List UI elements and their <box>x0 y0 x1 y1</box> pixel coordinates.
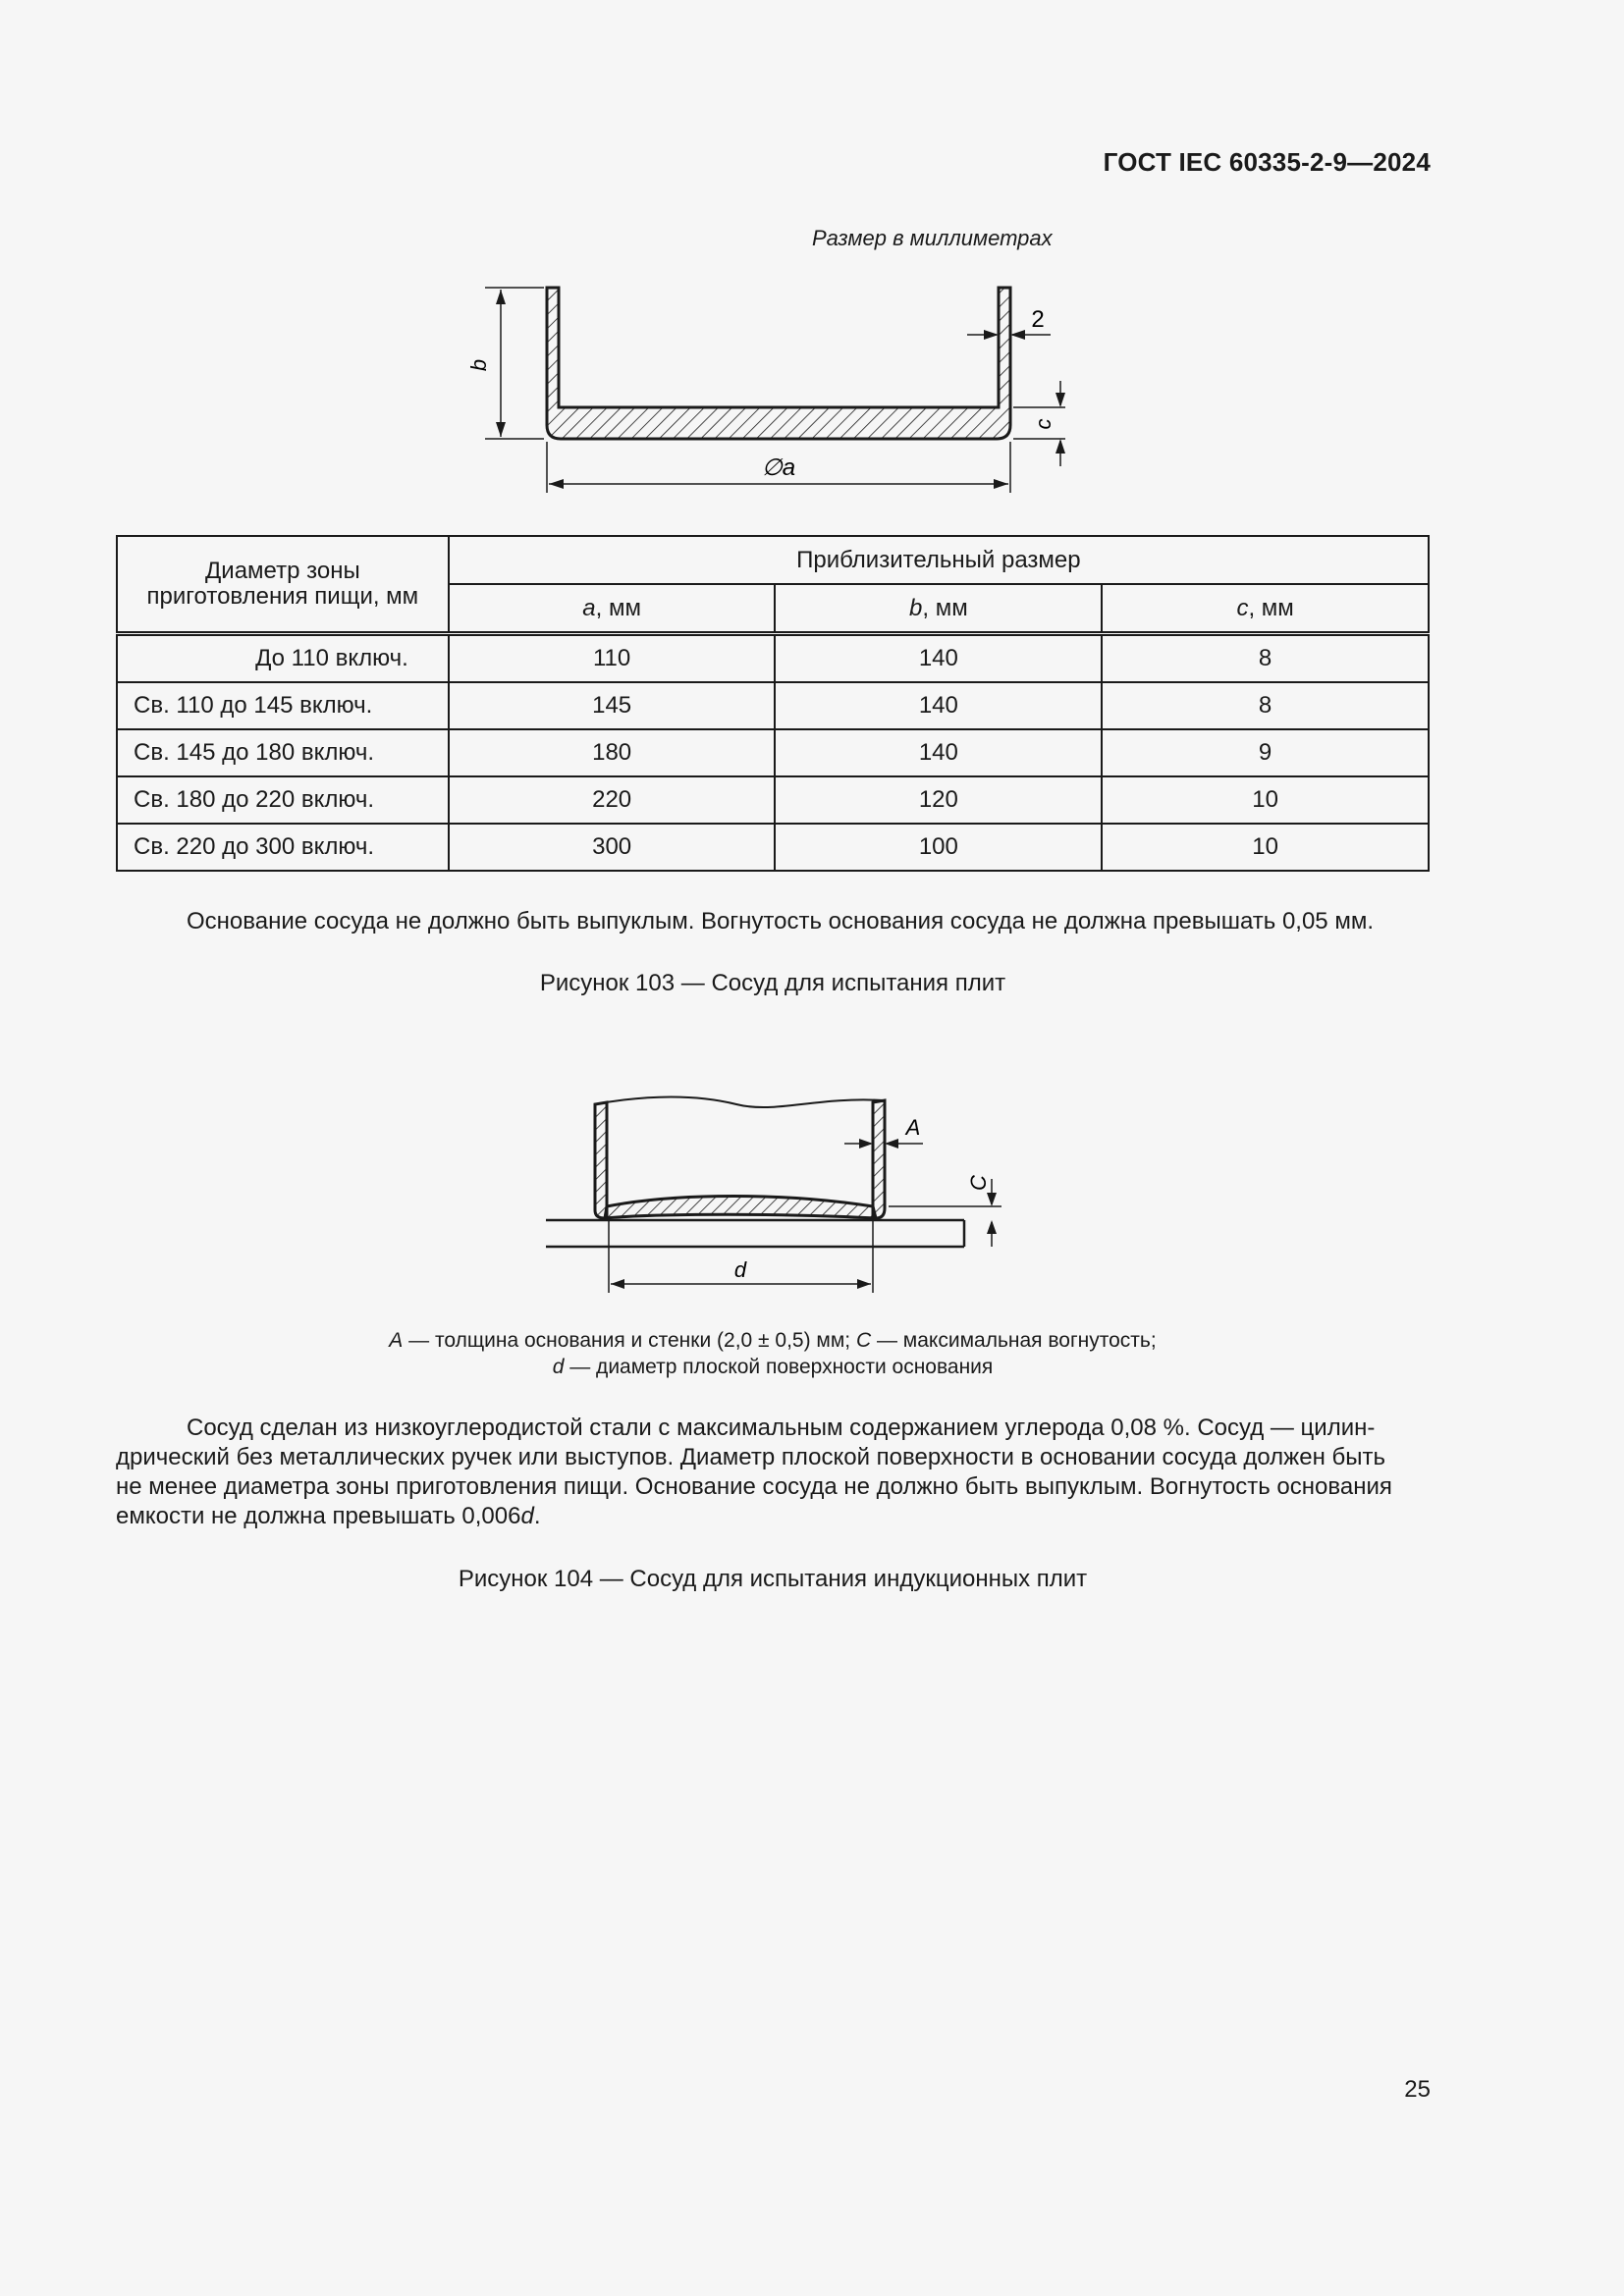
page-number: 25 <box>1404 2076 1431 2103</box>
dim-C-label: C <box>966 1175 991 1191</box>
col-zone-header-line1: Диаметр зоны <box>205 558 360 584</box>
body-104: Сосуд сделан из низкоуглеродистой стали с максимальным содержанием углерода 0,08 %. Сосуд — цилин- дрический без металлических ручек или выступов. Диаметр плоской поверхности в основании сосуда должен быть не менее диаметра зоны приготовления пищи. Основание сосуда не должно быть выпуклым. Вогнутость основания емкости не должна превышать 0,006d. <box>116 1415 1392 1529</box>
note-103: Основание сосуда не должно быть выпуклым. Вогнутость основания сосуда не должна превышать 0,05 мм. <box>187 908 1374 934</box>
col-b-header: b, мм <box>775 584 1102 634</box>
table-row: Св. 110 до 145 включ. 145 140 8 <box>117 682 1429 729</box>
caption-103: Рисунок 103 — Сосуд для испытания плит <box>539 970 1006 996</box>
col-zone-header-line2: приготовления пищи, мм <box>146 583 419 610</box>
group-header: Приблизительный размер <box>449 536 1429 584</box>
figure-104-legend: A — толщина основания и стенки (2,0 ± 0,5) мм; C — максимальная вогнутость; d — диаметр плоской поверхности основания <box>389 1329 1157 1378</box>
col-c-header: c, мм <box>1102 584 1429 634</box>
dim-a-label: ∅a <box>761 454 796 481</box>
table-row: До 110 включ. 110 140 8 <box>117 634 1429 683</box>
units-note: Размер в миллиметрах <box>812 226 1053 250</box>
vessel-section <box>547 288 1010 439</box>
document-header: ГОСТ IEC 60335-2-9—2024 <box>1103 147 1431 177</box>
caption-104: Рисунок 104 — Сосуд для испытания индукционных плит <box>458 1566 1088 1592</box>
col-zone-header <box>117 536 449 634</box>
col-a-header: a, мм <box>449 584 776 634</box>
dim-b-label: b <box>466 358 491 372</box>
figure-104-drawing <box>540 1085 1021 1301</box>
dim-d-label: d <box>733 1257 747 1282</box>
dim-2-label: 2 <box>1031 306 1045 333</box>
dim-A-label: A <box>905 1115 921 1140</box>
table-row: Св. 220 до 300 включ. 300 100 10 <box>117 824 1429 871</box>
dimensions-table <box>116 535 1430 872</box>
dim-c-label: c <box>1031 418 1056 430</box>
figure-103-drawing <box>466 265 1080 501</box>
table-row: Св. 180 до 220 включ. 220 120 10 <box>117 776 1429 824</box>
table-row: Св. 145 до 180 включ. 180 140 9 <box>117 729 1429 776</box>
